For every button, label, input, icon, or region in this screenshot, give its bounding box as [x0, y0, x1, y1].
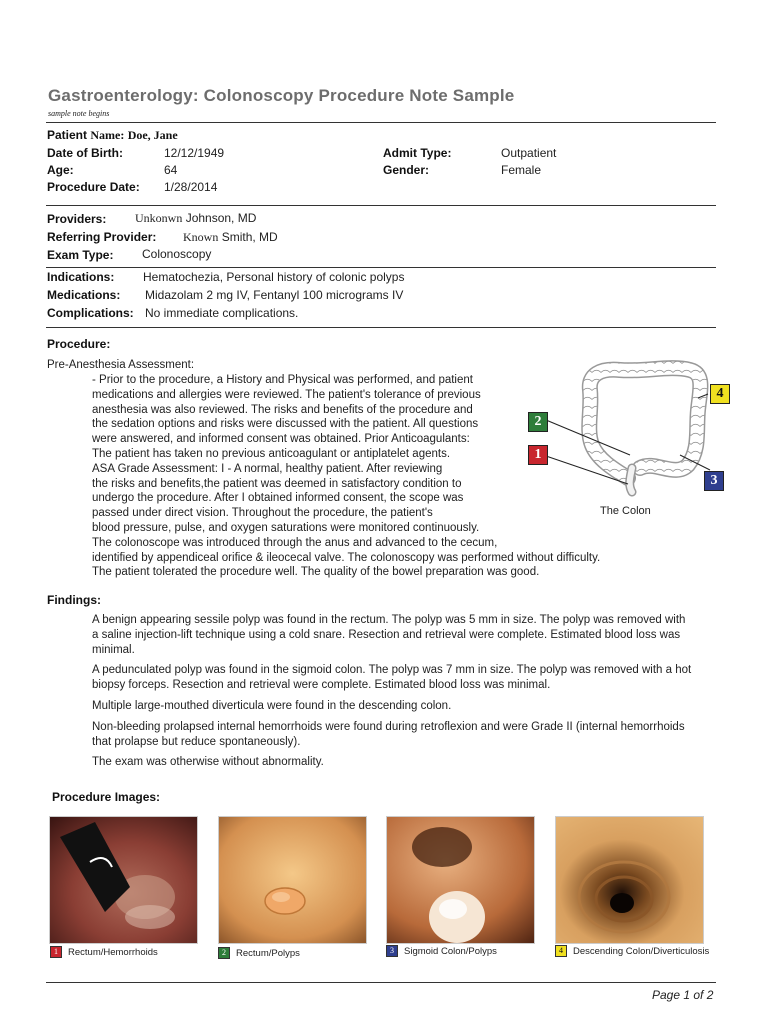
age-value: 64 [164, 163, 178, 177]
diagram-badge-2: 2 [528, 412, 548, 432]
gender-value: Female [501, 163, 542, 177]
admit-type-value: Outpatient [501, 146, 557, 160]
image-caption-3: 3 Sigmoid Colon/Polyps [386, 945, 497, 957]
complications-value: No immediate complications. [145, 306, 299, 320]
caption-badge-4: 4 [555, 945, 567, 957]
caption-badge-2: 2 [218, 947, 230, 959]
caption-badge-3: 3 [386, 945, 398, 957]
exam-type-label: Exam Type: [47, 248, 114, 262]
finding-paragraph: Non-bleeding prolapsed internal hemorrhoids were found during retroflexion and were Grade II (internal hemorrhoids that prolapse but reduce spontaneously). [92, 720, 685, 748]
findings-text [92, 613, 692, 776]
divider [46, 122, 716, 123]
diagram-badge-3: 3 [704, 471, 724, 491]
age-label: Age: [47, 163, 74, 177]
medications-value: Midazolam 2 mg IV, Fentanyl 100 micrograms IV [145, 288, 404, 302]
page-subtitle: sample note begins [48, 109, 110, 118]
diagram-caption: The Colon [600, 505, 651, 517]
procedure-date-label: Procedure Date: [47, 180, 140, 194]
admit-type-label: Admit Type: [383, 146, 452, 160]
finding-paragraph: Multiple large-mouthed diverticula were found in the descending colon. [92, 699, 452, 712]
footer-divider [46, 982, 716, 983]
procedure-heading: Procedure: [47, 337, 111, 351]
image-caption-4: 4 Descending Colon/Diverticulosis [555, 945, 709, 957]
diagram-badge-1: 1 [528, 445, 548, 465]
procedure-text: - Prior to the procedure, a History and Physical was performed, and patient medications and allergies were reviewed. The patient's tolerance of previous anesthesia was also reviewed. The risks and benefits of the procedure and the sedation options and risks were discussed with the patient. All questions were answered, and informed consent was obtained. Prior Anticoagulants: The patient has taken no previous anticoagulant or antiplatelet agents. ASA Grade Assessment: I - A normal, healthy patient. After reviewing the risks and benefits,the patient was deemed in satisfactory condition to undergo the procedure. After I obtained informed consent, the scope was passed under direct vision. Throughout the procedure, the patient's blood pressure, pulse, and oxygen saturations were monitored continuously. The colonoscope was introduced through the anus and advanced to the cecum, identified by appendiceal orifice & ileocecal valve. The colonoscopy was performed without difficulty. The patient tolerated the procedure well. The quality of the bowel preparation was good. [92, 374, 601, 579]
finding-paragraph: A benign appearing sessile polyp was found in the rectum. The polyp was 5 mm in size. The polyp was removed with a saline injection-lift technique using a cold snare. Resection and retrieval were complete. Estimated blood loss was minimal. [92, 614, 686, 656]
endoscopy-image-descending-diverticulosis [555, 816, 704, 944]
endoscopy-image-sigmoid-polyps [386, 816, 535, 944]
divider [46, 327, 716, 328]
colon-illustration [520, 350, 740, 525]
referring-provider-label: Referring Provider: [47, 230, 157, 244]
page-number: Page 1 of 2 [652, 988, 714, 1002]
gender-label: Gender: [383, 163, 430, 177]
providers-value: Unkonwn Johnson, MD [135, 211, 257, 225]
caption-badge-1: 1 [50, 946, 62, 958]
page-title: Gastroenterology: Colonoscopy Procedure Note Sample [48, 86, 515, 105]
endoscopy-image-rectum-hemorrhoids [49, 816, 198, 944]
image-caption-2: 2 Rectum/Polyps [218, 947, 300, 959]
complications-label: Complications: [47, 306, 134, 320]
diagram-badge-4: 4 [710, 384, 730, 404]
dob-value: 12/12/1949 [164, 146, 225, 160]
indications-label: Indications: [47, 270, 115, 284]
exam-type-value: Colonoscopy [142, 247, 212, 261]
image-caption-1: 1 Rectum/Hemorrhoids [50, 946, 158, 958]
endoscopy-image-rectum-polyps [218, 816, 367, 944]
patient-name-row: Patient Name: Doe, Jane [47, 128, 178, 142]
procedure-images-heading: Procedure Images: [52, 790, 161, 804]
medications-label: Medications: [47, 288, 121, 302]
indications-value: Hematochezia, Personal history of colonic polyps [143, 270, 405, 284]
pre-anesthesia-label: Pre-Anesthesia Assessment: [47, 359, 195, 371]
findings-heading: Findings: [47, 593, 101, 607]
dob-label: Date of Birth: [47, 146, 123, 160]
patient-name-value: Doe, Jane [127, 128, 178, 142]
referring-provider-value: Known Smith, MD [183, 230, 278, 244]
finding-paragraph: The exam was otherwise without abnormality. [92, 756, 324, 769]
colon-diagram [520, 350, 740, 525]
divider [46, 267, 716, 268]
providers-label: Providers: [47, 212, 107, 226]
divider [46, 205, 716, 206]
procedure-date-value: 1/28/2014 [164, 180, 218, 194]
finding-paragraph: A pedunculated polyp was found in the sigmoid colon. The polyp was 7 mm in size. The polyp was removed with a hot biopsy forceps. Resection and retrieval were complete. Estimated blood loss was minimal. [92, 664, 692, 692]
